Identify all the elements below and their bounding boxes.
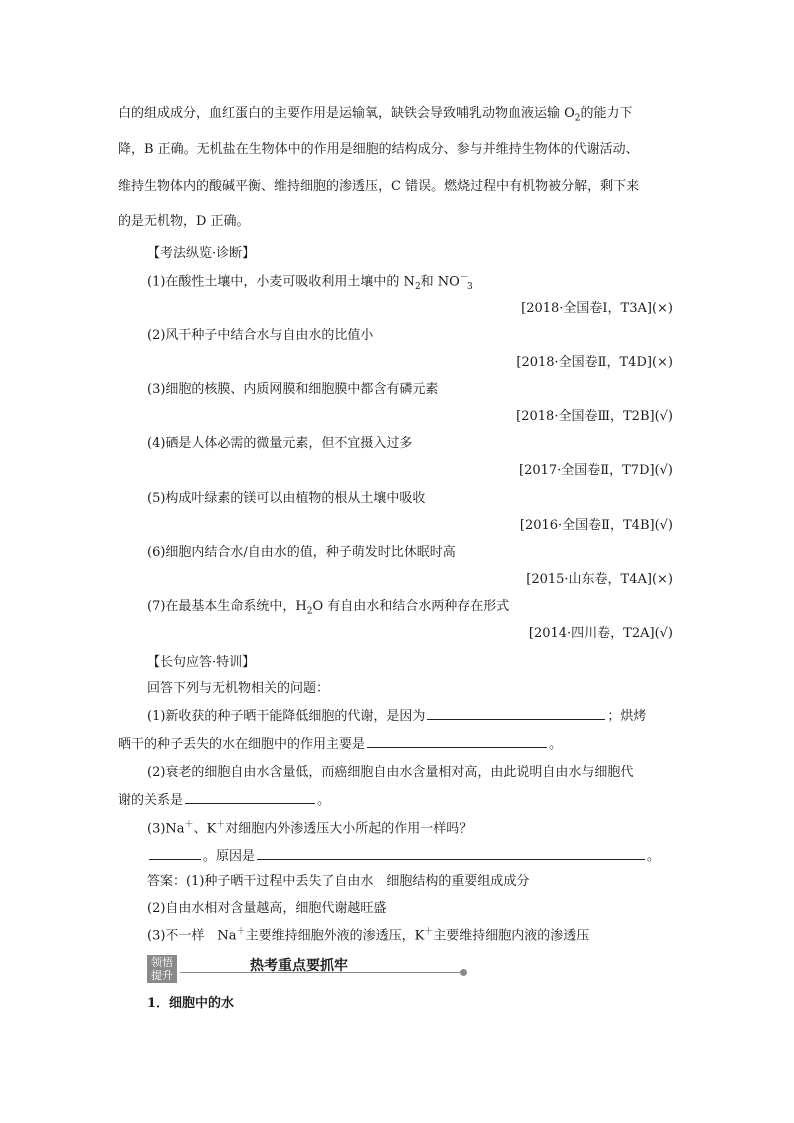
answer-blank[interactable] (427, 707, 605, 720)
subscript: 2 (306, 606, 313, 617)
item-5: (5)构成叶绿素的镁可以由植物的根从土壤中吸收 (147, 491, 426, 506)
answer-text: (1)种子晒干过程中丢失了自由水 细胞结构的重要组成成分 (186, 874, 530, 889)
section-badge (147, 955, 177, 983)
item-5-ref: [2016·全国卷Ⅱ，T4B](√) (519, 518, 673, 533)
subscript: 2 (414, 281, 421, 292)
section-title-diagnosis: 【考法纵览·诊断】 (147, 246, 256, 261)
superscript: ＋ (236, 927, 246, 937)
question-text: 。 (647, 849, 661, 864)
question-text: (3)Na (147, 821, 185, 837)
answer-blank[interactable] (149, 847, 201, 860)
question-text: 。 (549, 737, 563, 752)
item-2-ref: [2018·全国卷Ⅱ，T4D](×) (516, 355, 673, 370)
superscript: － (459, 273, 469, 283)
subscript: 3 (467, 281, 473, 292)
item-3: (3)细胞的核膜、内质网膜和细胞膜中都含有磷元素 (147, 382, 439, 397)
badge-line: 领悟 (151, 956, 173, 969)
question-intro: 回答下列与无机物相关的问题： (147, 681, 330, 696)
question-text: 晒干的种子丢失的水在细胞中的作用主要是 (118, 737, 366, 752)
item-4: (4)硒是人体必需的微量元素，但不宜摄入过多 (147, 436, 413, 451)
answer-blank[interactable] (257, 847, 645, 860)
item-1 (147, 270, 473, 292)
answer-1 (147, 870, 529, 889)
superscript: ＋ (216, 820, 226, 830)
intro-line-4: 的是无机物，D 正确。 (118, 214, 250, 229)
item-2: (2)风干种子中结合水与自由水的比值小 (147, 328, 374, 343)
badge-line: 提升 (151, 969, 173, 982)
superscript: ＋ (424, 927, 434, 937)
question-text: (1)新收获的种子晒干能降低细胞的代谢，是因为 (147, 709, 426, 724)
intro-line-2: 降，B 正确。无机盐在生物体中的作用是细胞的结构成分、参与并维持生物体的代谢活动、 (118, 142, 639, 157)
heading-dot (460, 969, 467, 976)
intro-line-1 (118, 102, 633, 124)
answer-label: 答案： (147, 874, 187, 889)
superscript: ＋ (184, 820, 194, 830)
item-6: (6)细胞内结合水/自由水的值，种子萌发时比休眠时高 (147, 545, 456, 560)
answer-blank[interactable] (367, 735, 547, 748)
intro-line-3: 维持生物体内的酸碱平衡、维持细胞的渗透压，C 错误。燃烧过程中有机物被分解，剩下来 (118, 179, 640, 194)
item-7 (147, 595, 509, 617)
question-text: 。 (317, 793, 331, 808)
intro-text: 白的组成成分，血红蛋白的主要作用是运输氧，缺铁会导致哺乳动物血液运输 O (118, 106, 575, 121)
question-1-line-2 (118, 733, 562, 752)
question-text: 对细胞内外渗透压大小所起的作用一样吗？ (225, 821, 473, 837)
question-text: ；烘烤 (607, 709, 647, 724)
question-3-line-1 (147, 817, 472, 836)
item-text: 和 NO (420, 274, 460, 290)
answer-text: 主要维持细胞外液的渗透压，K (245, 928, 425, 944)
question-1-line-1 (147, 705, 646, 724)
question-text: 。原因是 (203, 849, 256, 864)
item-text: O 有自由水和结合水两种存在形式 (312, 599, 510, 614)
question-text: 、K (193, 821, 217, 837)
item-7-ref: [2014·四川卷，T2A](√) (528, 626, 673, 641)
intro-text: 的能力下 (580, 106, 633, 121)
question-2-line-2 (118, 789, 330, 808)
section-title-training: 【长句应答·特训】 (147, 655, 256, 670)
subscript: 2 (574, 113, 581, 124)
question-text: 谢的关系是 (118, 793, 184, 808)
item-6-ref: [2015·山东卷，T4A](×) (526, 572, 673, 587)
answer-text: (3)不一样 Na (147, 928, 237, 944)
answer-3 (147, 924, 589, 943)
subheading: 1．细胞中的水 (147, 996, 235, 1011)
item-text: (1)在酸性土壤中，小麦可吸收利用土壤中的 N (147, 274, 415, 290)
answer-2: (2)自由水相对含量越高，细胞代谢越旺盛 (147, 901, 387, 916)
section-heading: 热考重点要抓牢 (250, 958, 348, 974)
question-3-line-2 (147, 845, 660, 864)
item-text: (7)在最基本生命系统中，H (147, 599, 307, 614)
item-1-ref: [2018·全国卷Ⅰ，T3A](×) (521, 301, 673, 316)
answer-text: 主要维持细胞内液的渗透压 (433, 928, 590, 944)
heading-underline (180, 972, 464, 973)
item-4-ref: [2017·全国卷Ⅱ，T7D](√) (519, 463, 673, 478)
answer-blank[interactable] (185, 791, 315, 804)
item-3-ref: [2018·全国卷Ⅲ，T2B](√) (516, 409, 673, 424)
question-2-line-1: (2)衰老的细胞自由水含量低，而癌细胞自由水含量相对高，由此说明自由水与细胞代 (147, 765, 634, 780)
